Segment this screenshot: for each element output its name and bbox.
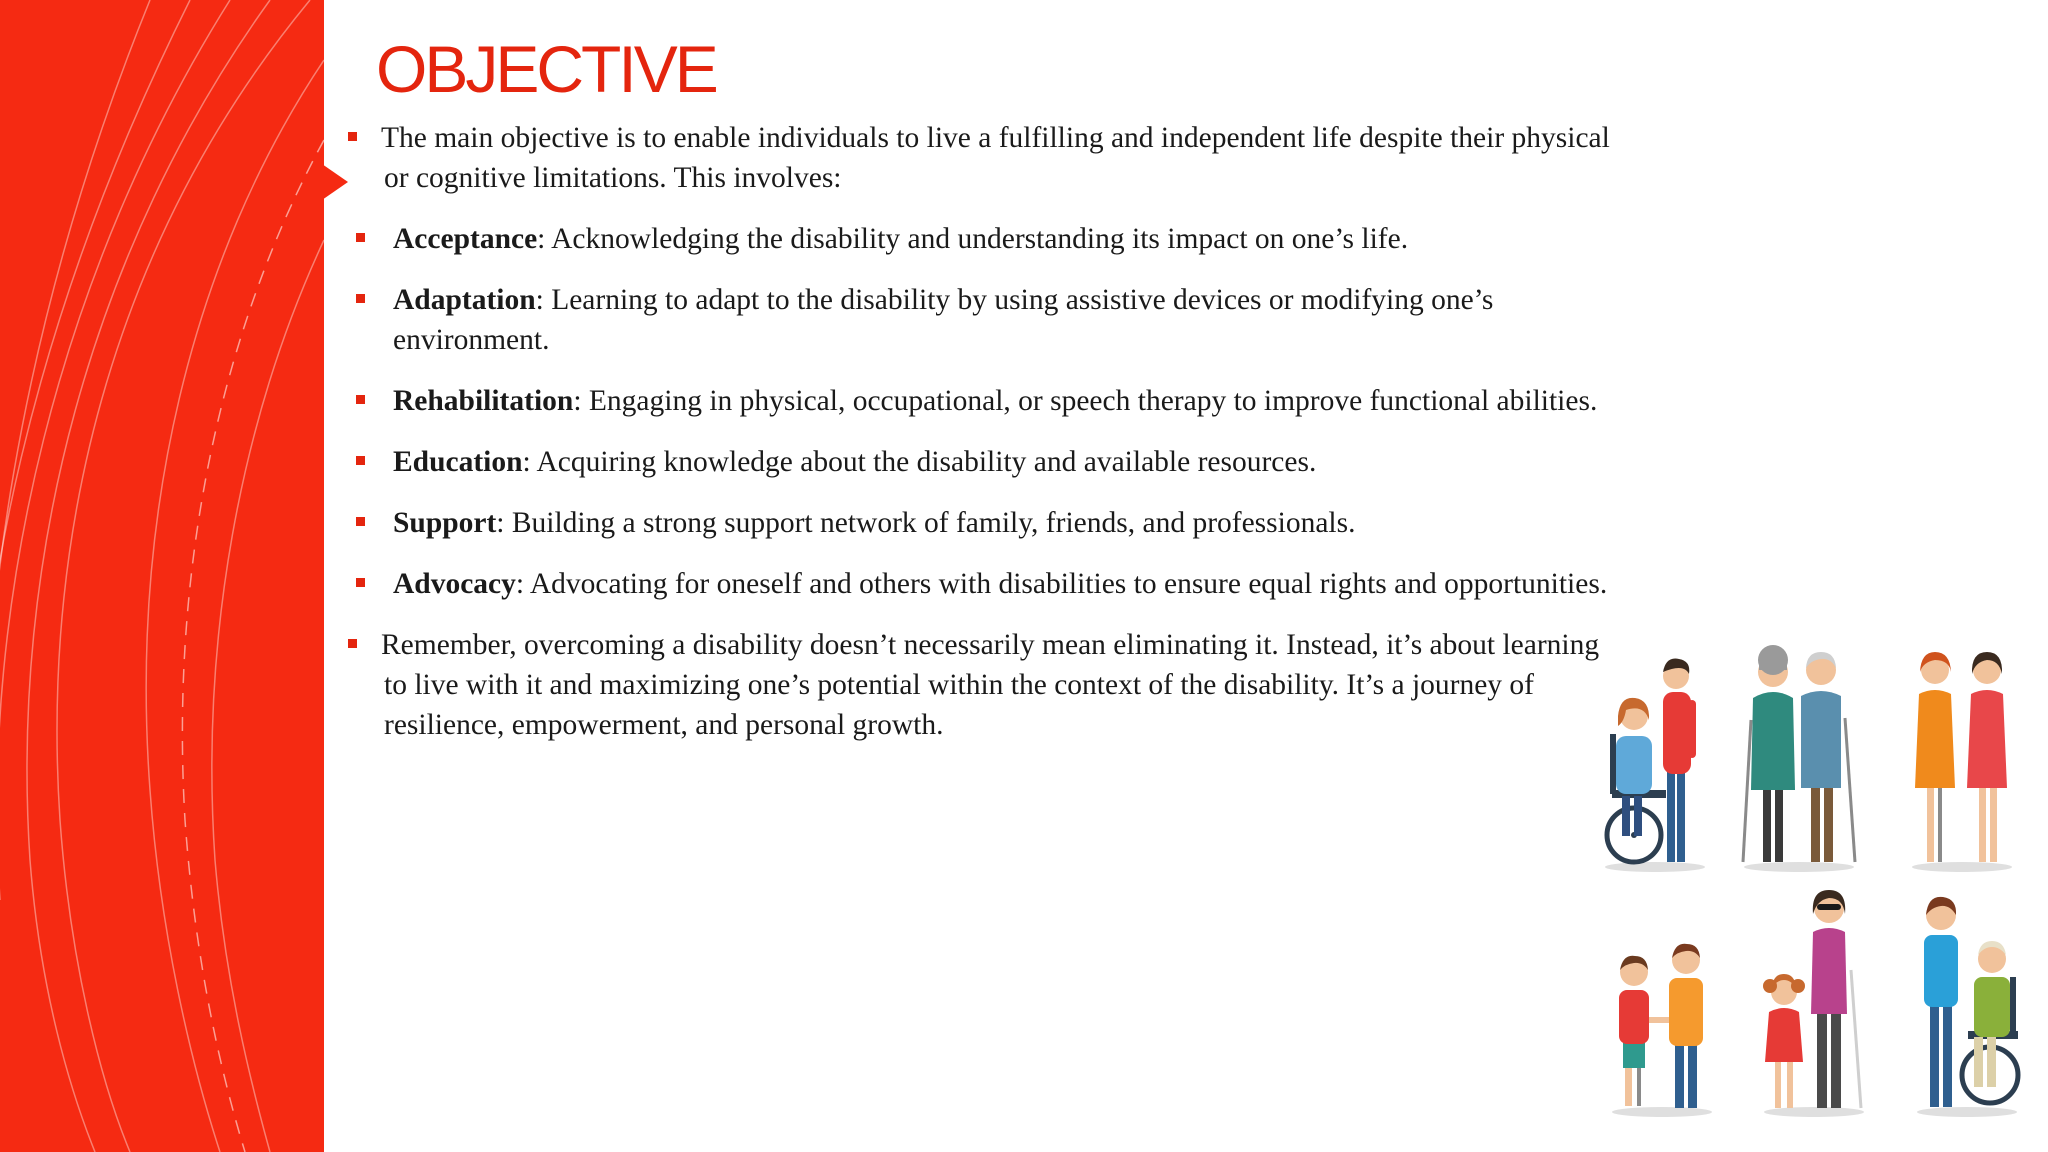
list-item-term: Rehabilitation: [393, 385, 574, 417]
list-item: [344, 280, 1614, 360]
list-item-term: Acceptance: [393, 223, 538, 255]
square-bullet-icon: [356, 395, 365, 404]
list-item-description: : Acquiring knowledge about the disability and available resources.: [522, 446, 1317, 478]
square-bullet-icon: [356, 456, 365, 465]
list-item: [344, 564, 1614, 604]
list-item-description: : Advocating for oneself and others with disabilities to ensure equal rights and opportunities.: [515, 568, 1608, 600]
square-bullet-icon: [348, 132, 357, 141]
two-women-one-with-prosthetic-leg-icon: [1905, 630, 2020, 875]
blind-woman-with-cane-and-girl-icon: [1757, 880, 1872, 1120]
list-item: [344, 381, 1614, 421]
slide-title: OBJECTIVE: [376, 32, 716, 106]
list-item: [344, 219, 1614, 259]
intro-text: The main objective is to enable individuals to live a fulfilling and independent life despite their physical or cognitive limitations. This involves:: [381, 122, 1610, 194]
square-bullet-icon: [356, 294, 365, 303]
closing-bullet: [344, 625, 1614, 745]
list-item-description: : Acknowledging the disability and understanding its impact on one’s life.: [537, 223, 1409, 255]
intro-bullet: [344, 118, 1614, 198]
list-item-description: : Learning to adapt to the disability by using assistive devices or modifying one’s environment.: [393, 284, 1494, 356]
list-item-term: Advocacy: [393, 568, 516, 600]
square-bullet-icon: [356, 233, 365, 242]
list-item-term: Education: [393, 446, 523, 478]
closing-text: Remember, overcoming a disability doesn’t necessarily mean eliminating it. Instead, it’s about learning to live with it and maximizing one’s potential within the context of the disability. It’s a journey of resilience, empowerment, and personal growth.: [381, 629, 1600, 741]
square-bullet-icon: [356, 517, 365, 526]
child-in-wheelchair-with-father-icon: [1600, 630, 1710, 875]
objective-list: [344, 118, 1614, 745]
list-item-term: Support: [393, 507, 497, 539]
square-bullet-icon: [356, 578, 365, 587]
square-bullet-icon: [348, 639, 357, 648]
decorative-arcs-icon: [0, 0, 324, 1152]
elderly-couple-with-crutches-icon: [1737, 630, 1862, 875]
list-item-description: : Building a strong support network of family, friends, and professionals.: [496, 507, 1356, 539]
boys-one-with-prosthetic-leg-icon: [1605, 920, 1720, 1120]
list-item-term: Adaptation: [393, 284, 536, 316]
man-with-friend-in-wheelchair-icon: [1910, 885, 2025, 1120]
list-item-description: : Engaging in physical, occupational, or speech therapy to improve functional abilities.: [573, 385, 1598, 417]
list-item: [344, 503, 1614, 543]
list-item: [344, 442, 1614, 482]
decorative-side-panel: [0, 0, 324, 1152]
